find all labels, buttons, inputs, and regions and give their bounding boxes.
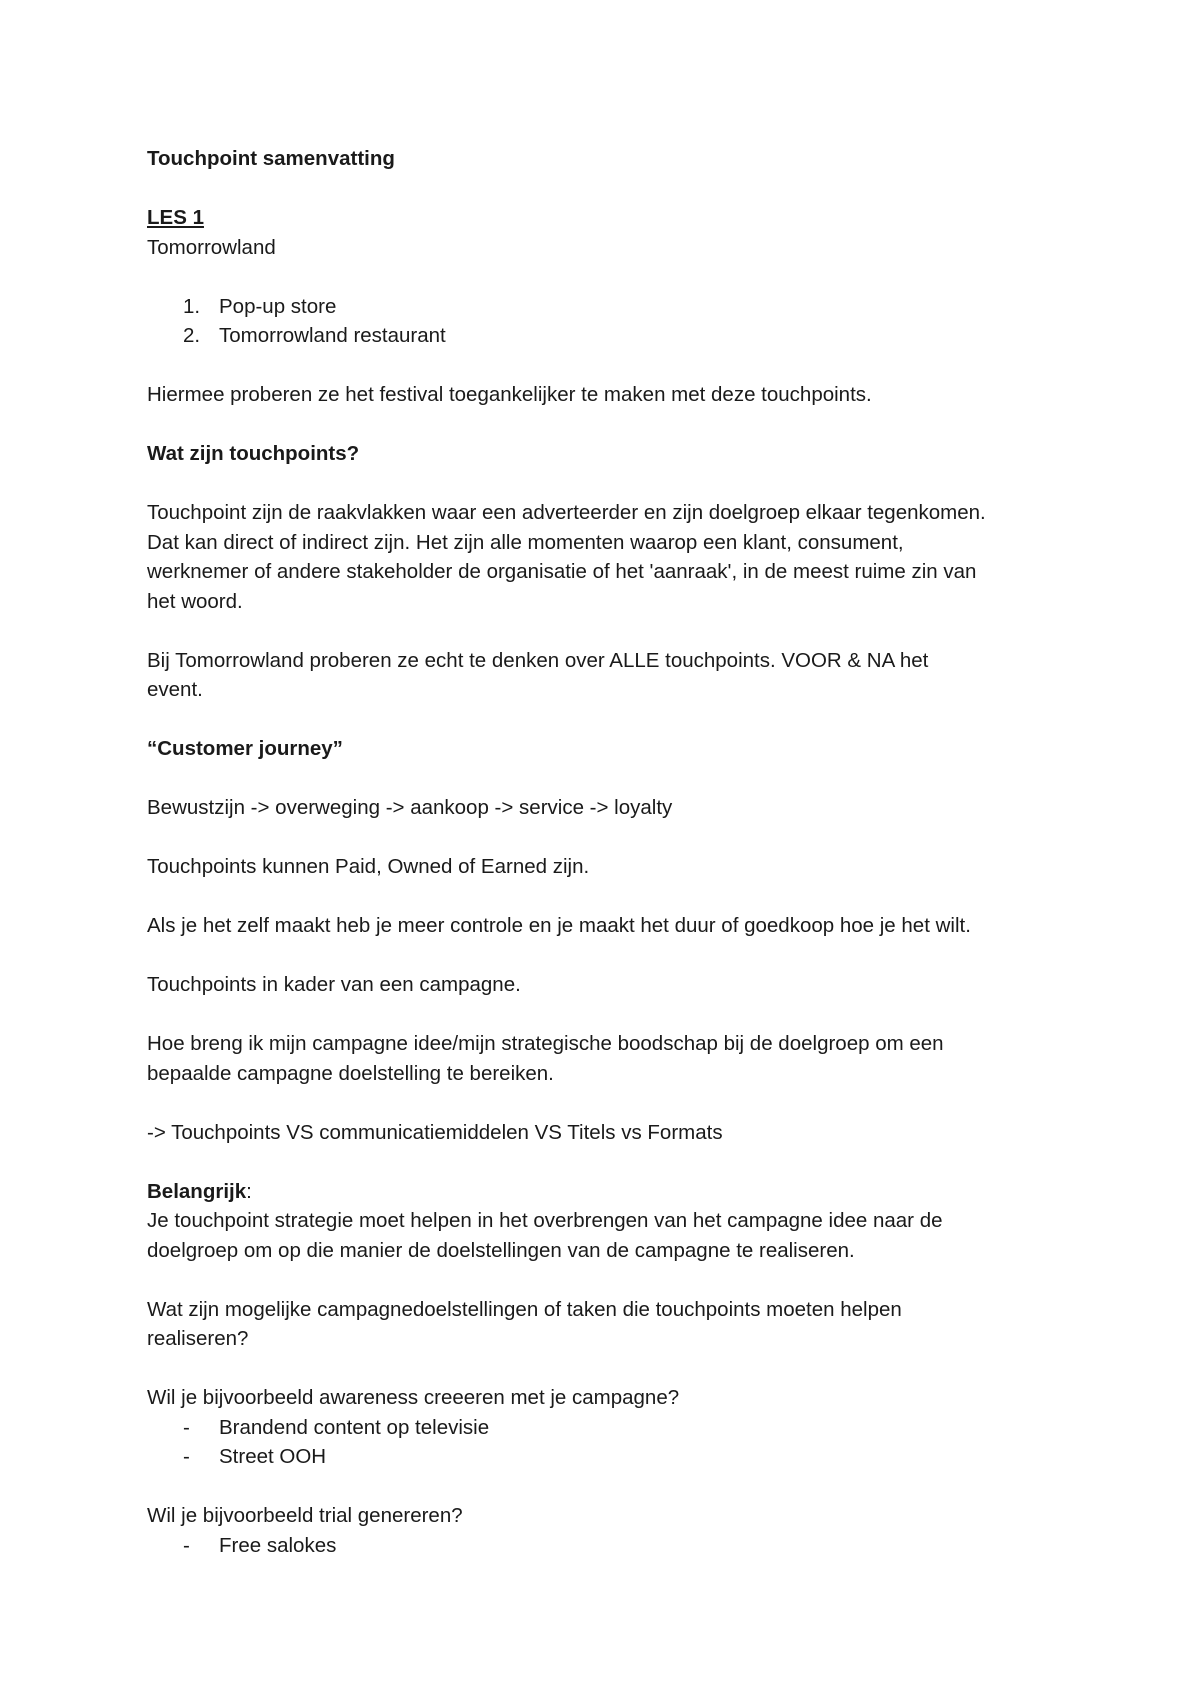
spacer bbox=[147, 882, 1077, 912]
text-line: het woord. bbox=[147, 589, 243, 613]
spacer bbox=[147, 469, 1077, 499]
text-line: Je touchpoint strategie moet helpen in het overbrengen van het campagne idee naar de bbox=[147, 1209, 943, 1232]
list-marker: 2. bbox=[183, 324, 201, 347]
text-line: Dat kan direct of indirect zijn. Het zijn alle momenten waarop een klant, consument, bbox=[147, 530, 904, 554]
list-marker: - bbox=[183, 1415, 190, 1439]
objectives-question-paragraph bbox=[147, 1295, 1077, 1354]
important-paragraph bbox=[147, 1206, 1077, 1265]
self-made-paragraph: Als je het zelf maakt heb je meer controle en je maakt het duur of goedkoop hoe je het wilt. bbox=[147, 914, 971, 937]
list-marker: 1. bbox=[183, 294, 201, 318]
awareness-question: Wil je bijvoorbeeld awareness creeeren met je campagne? bbox=[147, 1386, 680, 1409]
list-item bbox=[147, 1442, 1077, 1472]
spacer bbox=[147, 823, 1077, 853]
case-name: Tomorrowland bbox=[147, 235, 276, 259]
section-heading: LES 1 bbox=[147, 206, 204, 229]
text-line: Wat zijn mogelijke campagnedoelstellingen of taken die touchpoints moeten helpen bbox=[147, 1297, 902, 1321]
trial-question: Wil je bijvoorbeeld trial genereren? bbox=[147, 1504, 463, 1527]
text-line: Hoe breng ik mijn campagne idee/mijn strategische boodschap bij de doelgroep om een bbox=[147, 1032, 944, 1055]
text-line: realiseren? bbox=[147, 1327, 249, 1350]
case-list bbox=[147, 292, 1077, 351]
list-item-text: Tomorrowland restaurant bbox=[219, 324, 446, 347]
spacer bbox=[147, 1088, 1077, 1118]
paid-owned-earned: Touchpoints kunnen Paid, Owned of Earned zijn. bbox=[147, 855, 590, 878]
list-item-text: Free salokes bbox=[219, 1533, 337, 1557]
list-item bbox=[147, 1413, 1077, 1443]
spacer bbox=[147, 351, 1077, 381]
list-marker: - bbox=[183, 1533, 190, 1557]
text-line: Touchpoint zijn de raakvlakken waar een adverteerder en zijn doelgroep elkaar tegenkomen. bbox=[147, 501, 986, 524]
comparison-line: -> Touchpoints VS communicatiemiddelen VS Titels vs Formats bbox=[147, 1120, 723, 1144]
journey-steps: Bewustzijn -> overweging -> aankoop -> service -> loyalty bbox=[147, 796, 673, 819]
spacer bbox=[147, 941, 1077, 971]
list-item-text: Brandend content op televisie bbox=[219, 1415, 490, 1439]
spacer bbox=[147, 1147, 1077, 1177]
spacer bbox=[147, 1472, 1077, 1502]
text-line: doelgroep om op die manier de doelstellingen van de campagne te realiseren. bbox=[147, 1238, 855, 1262]
spacer bbox=[147, 1000, 1077, 1030]
case-conclusion: Hiermee proberen ze het festival toegankelijker te maken met deze touchpoints. bbox=[147, 383, 872, 406]
list-item-text: Pop-up store bbox=[219, 294, 337, 318]
awareness-list bbox=[147, 1413, 1077, 1472]
important-label-line bbox=[147, 1177, 1077, 1207]
important-colon: : bbox=[246, 1179, 252, 1203]
list-marker: - bbox=[183, 1445, 190, 1468]
text-line: werknemer of andere stakeholder de organisatie of het 'aanraak', in de meest ruime zin van bbox=[147, 560, 977, 583]
list-item bbox=[147, 321, 1077, 351]
trial-list bbox=[147, 1531, 1077, 1561]
document-page bbox=[147, 144, 1077, 1560]
spacer bbox=[147, 1354, 1077, 1384]
important-label: Belangrijk bbox=[147, 1179, 247, 1203]
text-line: Bij Tomorrowland proberen ze echt te denken over ALLE touchpoints. VOOR & NA het bbox=[147, 648, 929, 672]
tomorrowland-paragraph bbox=[147, 646, 1077, 705]
spacer bbox=[147, 1265, 1077, 1295]
spacer bbox=[147, 764, 1077, 794]
text-line: event. bbox=[147, 678, 203, 701]
spacer bbox=[147, 410, 1077, 440]
campaign-question-paragraph bbox=[147, 1029, 1077, 1088]
spacer bbox=[147, 262, 1077, 292]
list-item bbox=[147, 1531, 1077, 1561]
list-item-text: Street OOH bbox=[219, 1445, 327, 1468]
campaign-context: Touchpoints in kader van een campagne. bbox=[147, 973, 521, 996]
spacer bbox=[147, 174, 1077, 204]
question-heading: Wat zijn touchpoints? bbox=[147, 442, 360, 465]
document-title: Touchpoint samenvatting bbox=[147, 147, 395, 170]
definition-paragraph bbox=[147, 498, 1077, 616]
text-line: bepaalde campagne doelstelling te bereiken. bbox=[147, 1061, 554, 1085]
spacer bbox=[147, 705, 1077, 735]
journey-heading: “Customer journey” bbox=[147, 737, 343, 760]
list-item bbox=[147, 292, 1077, 322]
spacer bbox=[147, 616, 1077, 646]
